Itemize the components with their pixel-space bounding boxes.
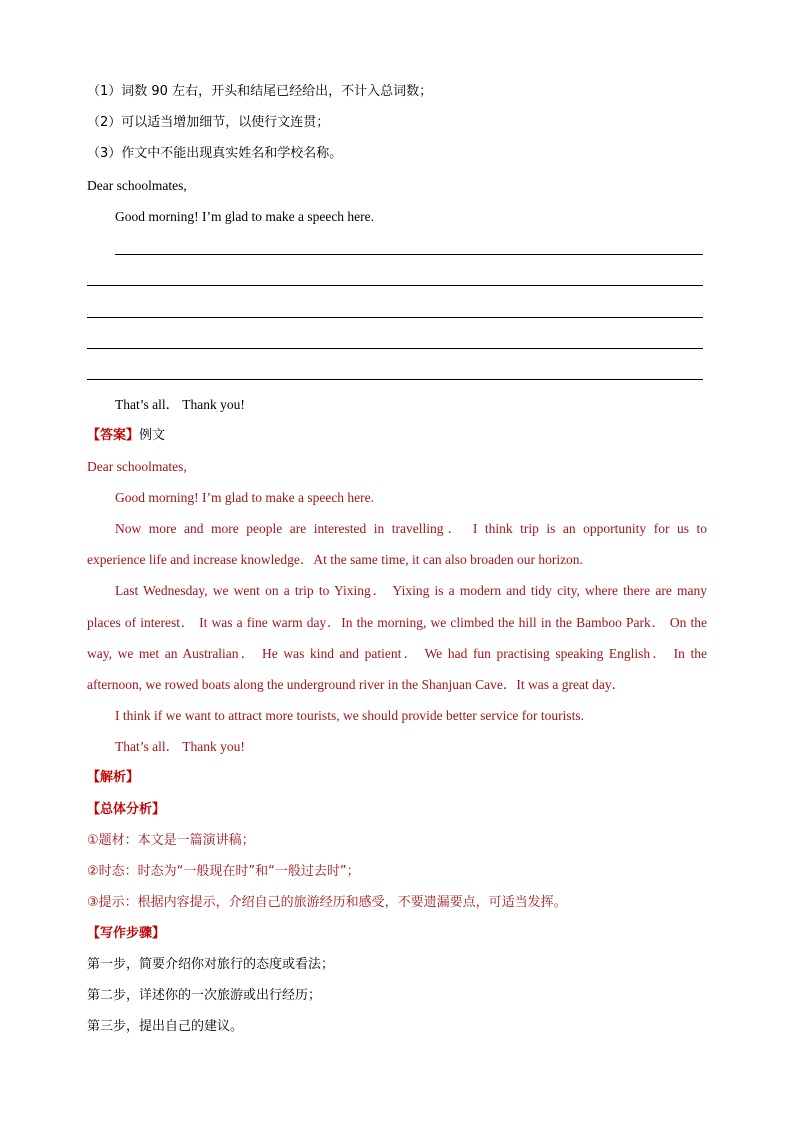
- writing-step-2: 第二步，详述你的一次旅游或出行经历；: [87, 988, 322, 1003]
- answer-line-2: experience life and increase knowledge．At the same time, it can also broaden our horizon.: [87, 552, 583, 567]
- answer-heading: [87, 428, 165, 444]
- overall-analysis-label: 【总体分析】: [87, 802, 166, 817]
- answer-line-8: That’s all． Thank you!: [115, 739, 245, 754]
- answer-opening: Good morning! I’m glad to make a speech here.: [115, 490, 375, 505]
- answer-blank-line-2: [87, 285, 703, 286]
- requirement-3: （3）作文中不能出现真实姓名和学校名称。: [87, 146, 343, 161]
- answer-line-4: places of interest． It was a fine warm day．In the morning, we climbed the hill in the Bamboo Park． On the: [87, 615, 707, 630]
- prompt-closing: That’s all． Thank you!: [115, 397, 245, 412]
- prompt-salutation: Dear schoolmates,: [87, 178, 187, 193]
- writing-step-1: 第一步，简要介绍你对旅行的态度或看法；: [87, 957, 335, 972]
- answer-line-5: way, we met an Australian． He was kind and patient． We had fun practising speaking English． In the: [87, 646, 707, 661]
- writing-steps-label: 【写作步骤】: [87, 926, 166, 941]
- writing-step-3: 第三步，提出自己的建议。: [87, 1019, 244, 1034]
- answer-blank-line-1: [115, 254, 703, 255]
- requirement-2: （2）可以适当增加细节，以使行文连贯；: [87, 115, 330, 130]
- requirement-1: （1）词数 90 左右，开头和结尾已经给出，不计入总词数；: [87, 84, 433, 99]
- analysis-point-1: ①题材：本文是一篇演讲稿；: [87, 833, 255, 848]
- answer-label-suffix: 例文: [139, 428, 166, 443]
- answer-line-3: Last Wednesday, we went on a trip to Yixing． Yixing is a modern and tidy city, where there are many: [115, 583, 707, 598]
- answer-line-1: Now more and more people are interested in travelling． I think trip is an opportunity for us to: [115, 521, 707, 536]
- answer-label: 【答案】: [87, 428, 140, 443]
- answer-line-7: I think if we want to attract more tourists, we should provide better service for tourists.: [115, 708, 585, 723]
- answer-blank-line-3: [87, 317, 703, 318]
- answer-salutation: Dear schoolmates,: [87, 459, 187, 474]
- answer-blank-line-5: [87, 379, 703, 380]
- answer-blank-line-4: [87, 348, 703, 349]
- analysis-point-2: ②时态：时态为“一般现在时”和“一般过去时”；: [87, 864, 360, 879]
- analysis-point-3: ③提示：根据内容提示，介绍自己的旅游经历和感受，不要遗漏要点，可适当发挥。: [87, 895, 567, 910]
- prompt-opening: Good morning! I’m glad to make a speech here.: [115, 209, 375, 224]
- answer-line-6: afternoon, we rowed boats along the underground river in the Shanjuan Cave．It was a great day．: [87, 677, 626, 692]
- analysis-label: 【解析】: [87, 770, 140, 785]
